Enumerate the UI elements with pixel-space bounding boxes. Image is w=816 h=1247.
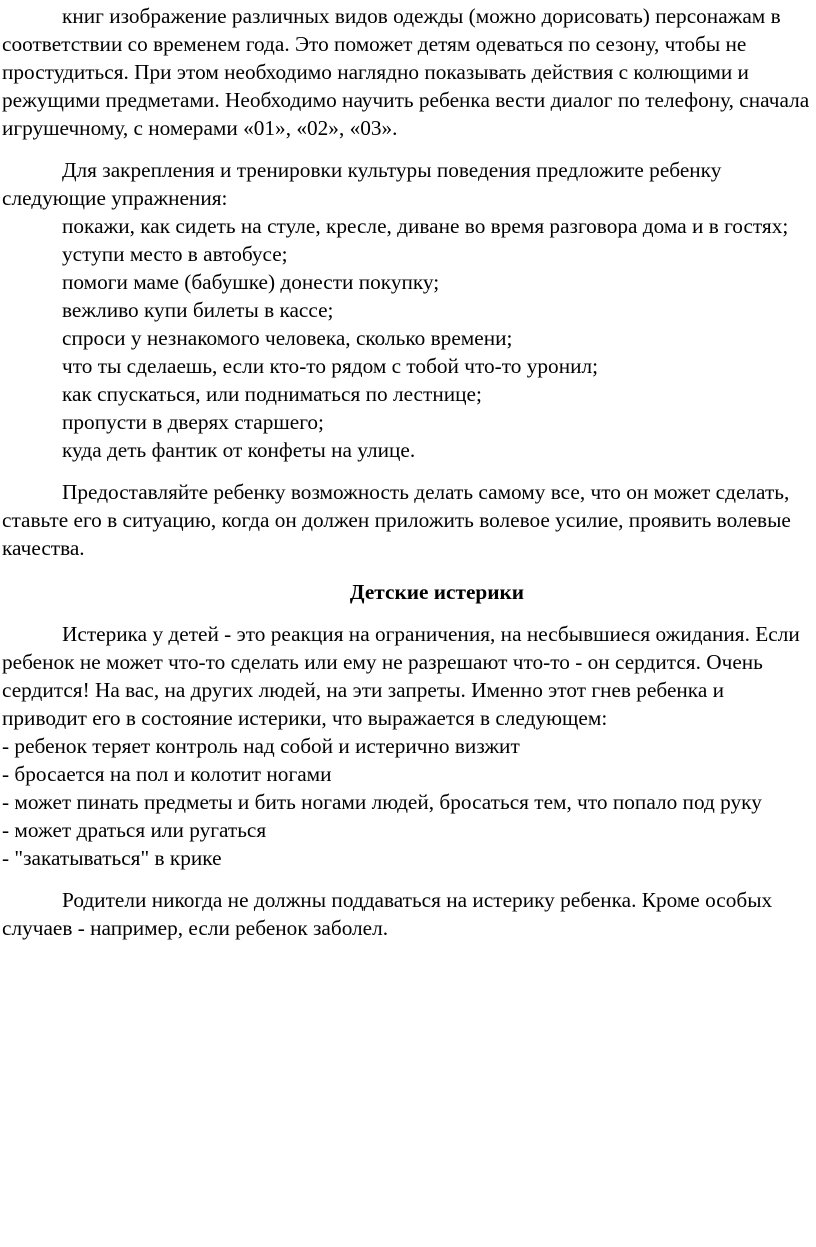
exercise-item: спроси у незнакомого человека, сколько времени; (62, 326, 513, 350)
paragraph-clothing-phone: книг изображение различных видов одежды (можно дорисовать) персонажам в соответствии со временем года. Это поможет детям одеваться по сезону, чтобы не простудиться. При этом необходимо наглядно показывать действия с колющими и режущими предметами. Необходимо научить ребенка вести диалог по телефону, сначала игрушечному, с номерами «01», «02», «03». (2, 4, 810, 140)
exercise-item: что ты сделаешь, если кто-то рядом с тобой что-то уронил; (62, 354, 599, 378)
exercise-item: пропусти в дверях старшего; (62, 410, 324, 434)
exercise-item: куда деть фантик от конфеты на улице. (62, 438, 416, 462)
section-heading: Детские истерики (349, 580, 525, 604)
exercise-item: вежливо купи билеты в кассе; (62, 298, 334, 322)
symptom-item: - ребенок теряет контроль над собой и истерично визжит (2, 734, 520, 758)
paragraph-willpower: Предоставляйте ребенку возможность делать самому все, что он может сделать, ставьте его в ситуацию, когда он должен приложить волевое усилие, проявить волевые качества. (2, 480, 791, 560)
symptom-item: - может пинать предметы и бить ногами людей, бросаться тем, что попало под руку (2, 790, 762, 814)
symptom-item: - "закатываться" в крике (2, 846, 222, 870)
symptom-item: - бросается на пол и колотит ногами (2, 762, 332, 786)
paragraph-exercises-intro: Для закрепления и тренировки культуры поведения предложите ребенку следующие упражнения: (2, 158, 722, 210)
exercise-item: уступи место в автобусе; (62, 242, 288, 266)
symptom-list (2, 732, 812, 872)
paragraph-parents-advice: Родители никогда не должны поддаваться на истерику ребенка. Кроме особых случаев - например, если ребенок заболел. (2, 888, 773, 940)
exercise-list (2, 212, 812, 464)
exercise-item: помоги маме (бабушке) донести покупку; (62, 270, 440, 294)
exercise-item: как спускаться, или подниматься по лестнице; (62, 382, 482, 406)
symptom-item: - может драться или ругаться (2, 818, 267, 842)
paragraph-tantrum-definition: Истерика у детей - это реакция на ограничения, на несбывшиеся ожидания. Если ребенок не может что-то сделать или ему не разрешают что-то - он сердится. Очень сердится! На вас, на других людей, на эти запреты. Именно этот гнев ребенка и приводит его в состояние истерики, что выражается в следующем: (2, 622, 800, 730)
exercise-item: покажи, как сидеть на стуле, кресле, диване во время разговора дома и в гостях; (62, 214, 789, 238)
